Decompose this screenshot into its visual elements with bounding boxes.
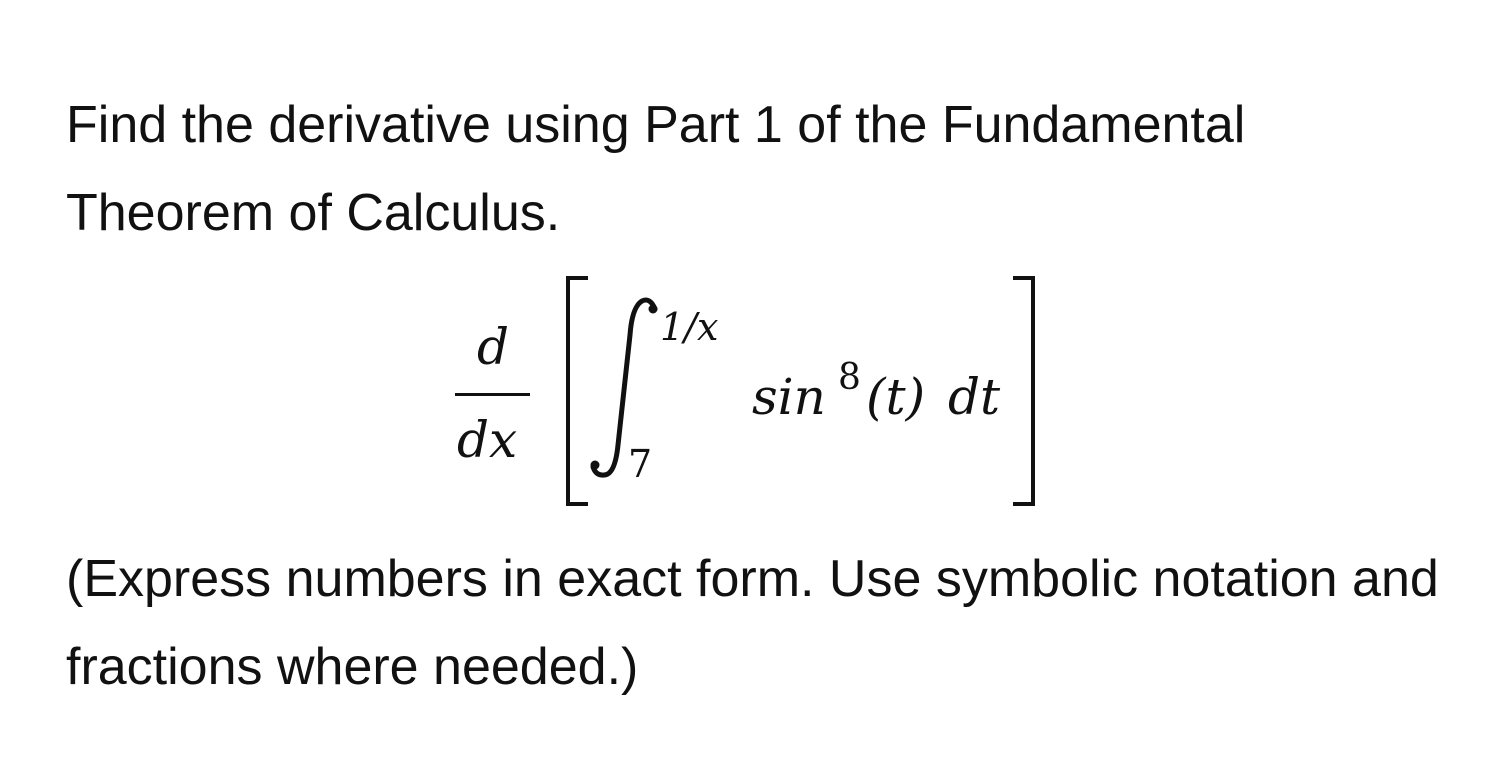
integrand-argument: (t) bbox=[866, 368, 926, 426]
integrand-exponent: 8 bbox=[838, 357, 861, 398]
problem-statement: Find the derivative using Part 1 of the Fundamental Theorem of Calculus. bbox=[66, 96, 1246, 242]
differential: dt bbox=[948, 368, 1001, 426]
right-bracket bbox=[1013, 276, 1035, 506]
derivative-denominator: dx bbox=[457, 411, 518, 469]
answer-instructions: (Express numbers in exact form. Use symbolic notation and fractions where needed.) bbox=[66, 550, 1439, 696]
left-bracket bbox=[566, 276, 588, 506]
upper-limit: 1/x bbox=[660, 305, 719, 349]
derivative-numerator: d bbox=[477, 318, 510, 376]
lower-limit: 7 bbox=[628, 442, 653, 486]
fraction-bar bbox=[455, 393, 530, 396]
integrand-function: sin bbox=[752, 368, 826, 426]
